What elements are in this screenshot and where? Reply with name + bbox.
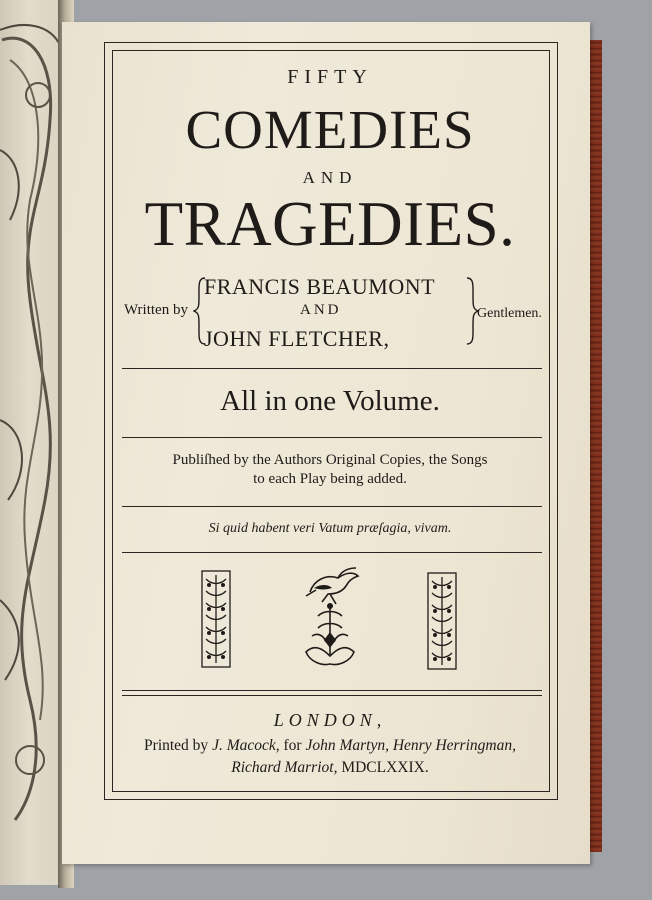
- written-by-label: Written by: [124, 302, 188, 318]
- for-label: for: [283, 737, 302, 754]
- imprint-city: LONDON,: [273, 710, 387, 730]
- floral-column-ornament-left: [200, 569, 232, 669]
- authors-conjunction: AND: [300, 302, 342, 318]
- imprint-line1: [118, 737, 542, 755]
- divider-rule: [122, 437, 542, 438]
- title-fifty: FIFTY: [287, 66, 373, 88]
- volume-heading: All in one Volume.: [220, 385, 440, 417]
- imprint-year: MDCLXXIX.: [341, 759, 429, 776]
- leather-binding-edge: [588, 40, 602, 852]
- booksellers-line1: John Martyn, Henry Herringman,: [305, 737, 516, 754]
- gentlemen-label: Gentlemen.: [477, 306, 542, 321]
- floral-column-ornament-right: [426, 571, 458, 671]
- booksellers-line2: Richard Marriot,: [231, 759, 338, 776]
- publication-note-line2: to each Play being added.: [253, 471, 407, 487]
- title-and: AND: [302, 168, 358, 187]
- pegasus-printers-device-icon: [296, 566, 364, 670]
- publication-note-line1: Publiſhed by the Authors Original Copies, the Songs: [172, 452, 488, 468]
- latin-motto: Si quid habent veri Vatum præſagia, vivam.: [208, 521, 452, 536]
- inner-border-frame: [112, 50, 550, 792]
- title-comedies: COMEDIES: [185, 99, 475, 160]
- author-fletcher: JOHN FLETCHER,: [204, 326, 390, 351]
- divider-rule: [122, 690, 542, 691]
- divider-rule: [122, 506, 542, 507]
- divider-rule-double: [122, 695, 542, 696]
- imprint-line2: [118, 759, 542, 777]
- printed-by-label: Printed by: [144, 737, 209, 754]
- printer-name: J. Macock,: [212, 737, 280, 754]
- divider-rule: [122, 552, 542, 553]
- title-tragedies: TRAGEDIES.: [144, 189, 516, 259]
- divider-rule: [122, 368, 542, 369]
- author-beaumont: FRANCIS BEAUMONT: [204, 274, 436, 299]
